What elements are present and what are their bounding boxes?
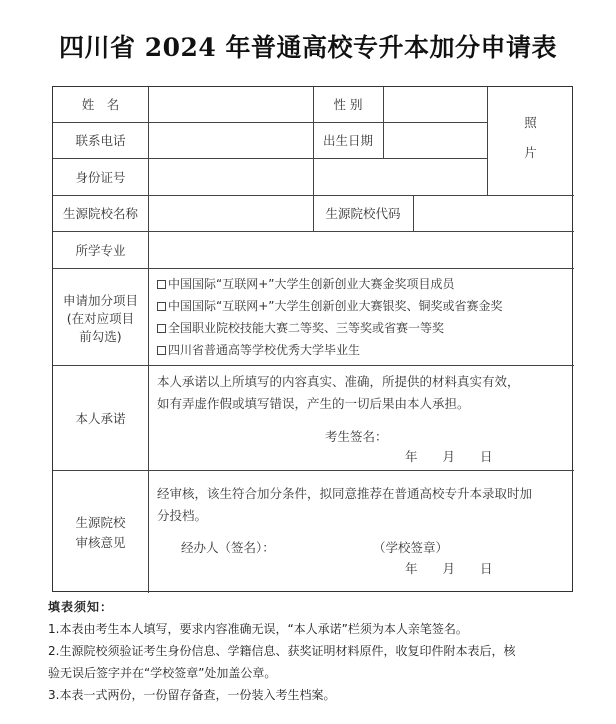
column-divider xyxy=(413,195,414,231)
form-title: 四川省 2024 年普通高校专升本加分申请表 xyxy=(59,33,557,62)
apply-option-skills[interactable]: 全国职业院校技能大赛二等奖、三等奖或省赛一等奖 xyxy=(157,319,444,336)
checkbox[interactable] xyxy=(157,302,166,311)
phone-label: 联系电话 xyxy=(75,133,126,148)
column-divider xyxy=(148,87,149,593)
review-text: 经审核，该生符合加分条件，拟同意推荐在普通高校专升本录取时加 分投档。 xyxy=(157,486,533,523)
apply-option-gold[interactable]: 中国国际“互联网+”大学生创新创业大赛金奖项目成员 xyxy=(157,275,455,292)
row-divider xyxy=(53,122,487,123)
row-divider xyxy=(53,365,574,366)
photo-label: 照 xyxy=(524,115,537,130)
checkbox[interactable] xyxy=(157,346,166,355)
apply-items-label: 申请加分项目 xyxy=(62,293,138,308)
column-divider xyxy=(487,87,488,195)
row-divider xyxy=(53,470,574,471)
handler-signature-label: 经办人（签名）： xyxy=(181,540,275,555)
application-form-table xyxy=(52,86,573,592)
pledge-date: 年 月 日 xyxy=(405,449,493,464)
row-divider xyxy=(53,268,574,269)
apply-items-hint: 前勾选) xyxy=(79,329,122,344)
review-date: 年 月 日 xyxy=(405,561,493,576)
checkbox[interactable] xyxy=(157,324,166,333)
checkbox[interactable] xyxy=(157,280,166,289)
apply-option-graduate[interactable]: 四川省普通高等学校优秀大学毕业生 xyxy=(157,341,360,358)
school-code-label: 生源院校代码 xyxy=(325,206,401,221)
school-name-label: 生源院校名称 xyxy=(62,206,138,221)
instruction-item: 1.本表由考生本人填写，要求内容准确无误，“本人承诺”栏须为本人亲笔签名。 xyxy=(48,622,468,636)
major-label: 所学专业 xyxy=(75,243,126,258)
instructions xyxy=(48,596,588,706)
name-label: 姓 名 xyxy=(81,97,120,112)
row-divider xyxy=(53,231,574,232)
instructions-heading: 填表须知： xyxy=(48,600,114,614)
pledge-label: 本人承诺 xyxy=(75,411,126,426)
photo-label: 片 xyxy=(524,145,537,160)
id-number-label: 身份证号 xyxy=(75,170,126,185)
review-label: 审核意见 xyxy=(75,535,126,550)
gender-label: 性 别 xyxy=(333,97,363,112)
instruction-item: 3.本表一式两份，一份留存备查，一份装入考生档案。 xyxy=(48,688,336,702)
review-label: 生源院校 xyxy=(75,515,126,530)
birth-date-label: 出生日期 xyxy=(322,133,373,148)
instruction-item: 验无误后签字并在“学校签章”处加盖公章。 xyxy=(48,666,277,680)
instruction-item: 2.生源院校须验证考生身份信息、学籍信息、获奖证明材料原件，收复印件附本表后，核 xyxy=(48,644,516,658)
signature-label: 考生签名： xyxy=(325,429,388,444)
school-stamp-label: （学校签章） xyxy=(373,540,449,555)
apply-option-silver[interactable]: 中国国际“互联网+”大学生创新创业大赛银奖、铜奖或省赛金奖 xyxy=(157,297,503,314)
column-divider xyxy=(383,87,384,158)
pledge-text: 本人承诺以上所填写的内容真实、准确，所提供的材料真实有效， 如有弄虚作假或填写错误，产生的一切后果由本人承担。 xyxy=(157,374,520,411)
apply-items-hint: (在对应项目 xyxy=(66,311,135,326)
row-divider xyxy=(53,158,487,159)
